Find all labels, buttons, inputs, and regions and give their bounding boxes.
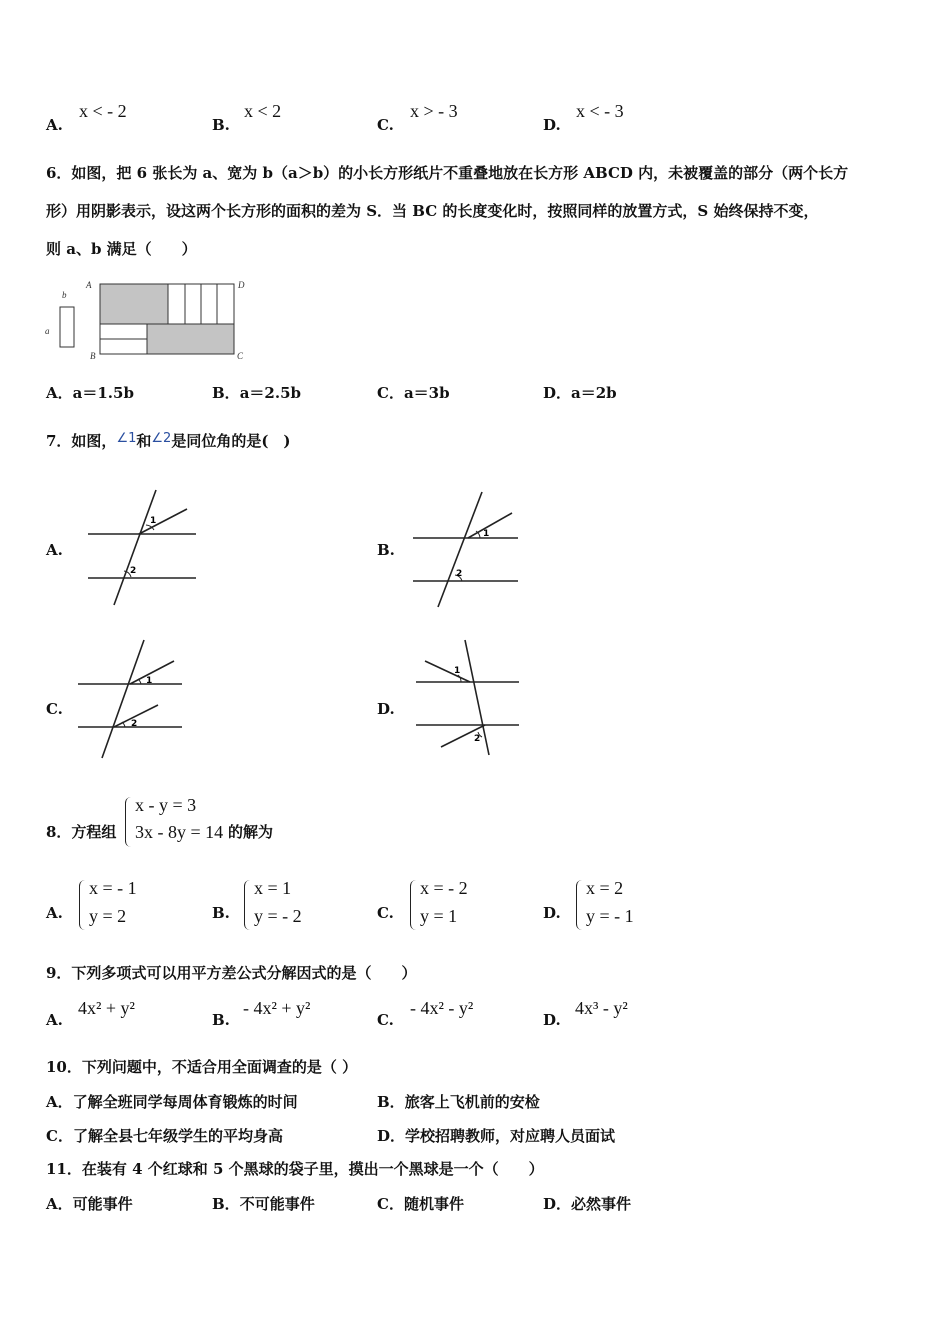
q5-option-c-expr: x > - 3 (410, 101, 458, 121)
q11-option-d: D．必然事件 (543, 1195, 632, 1213)
q7-angle1: ∠1 (116, 431, 137, 446)
q8-option-c-system: x = - 2 y = 1 (410, 878, 490, 934)
q11-option-c: C．随机事件 (377, 1195, 464, 1213)
q7-figure-c (74, 637, 194, 762)
q5-option-b-label: B. (212, 116, 230, 134)
q7-d-n2: 2 (474, 734, 481, 744)
q6-option-b: B．a＝2.5b (212, 384, 301, 402)
q11-stem: 11．在装有 4 个红球和 5 个黑球的袋子里，摸出一个黑球是一个（ ） (46, 1160, 544, 1178)
q8-option-a-label: A. (46, 904, 63, 922)
q9-stem: 9．下列多项式可以用平方差公式分解因式的是（ ） (46, 964, 417, 982)
q9-option-a-label: A. (46, 1011, 63, 1029)
q6-label-C: C (237, 351, 244, 361)
q7-stem: 7．如图，∠1和∠2是同位角的是( ) (46, 431, 291, 450)
q9-option-d-label: D. (543, 1011, 561, 1029)
q6-shaded-top-left (100, 284, 168, 324)
q9-option-b-label: B. (212, 1011, 230, 1029)
q6-rectangle-figure (40, 278, 260, 368)
q6-label-A: A (86, 280, 92, 290)
q7-d-n1: 1 (454, 666, 461, 676)
q8-option-d-system: x = 2 y = - 1 (576, 878, 656, 934)
q6-label-D: D (238, 280, 245, 290)
q7-option-c-label: C. (46, 700, 63, 718)
q10-stem: 10．下列问题中，不适合用全面调查的是（ ） (46, 1058, 358, 1076)
q8-option-d-label: D. (543, 904, 561, 922)
q5-option-a-label: A. (46, 116, 63, 134)
q9-option-d-expr: 4x³ - y² (575, 998, 628, 1018)
q7-option-b-label: B. (377, 541, 395, 559)
q7-b-n1: 1 (483, 529, 490, 539)
q7-angle2: ∠2 (151, 431, 172, 446)
q8-option-a-system: x = - 1 y = 2 (79, 878, 159, 934)
q9-option-a-expr: 4x² + y² (78, 998, 135, 1018)
q7-c-n1: 1 (146, 676, 153, 686)
q6-stem-line1: 6．如图，把 6 张长为 a、宽为 b（a＞b）的小长方形纸片不重叠地放在长方形 ABCD 内，未被覆盖的部分（两个长方 (46, 164, 849, 182)
q7-a-n1: 1 (150, 516, 157, 526)
q7-option-d-label: D. (377, 700, 395, 718)
q10-option-d: D．学校招聘教师，对应聘人员面试 (377, 1127, 616, 1145)
q6-label-a: a (45, 326, 50, 336)
q11-option-b: B．不可能事件 (212, 1195, 315, 1213)
q7-figure-a (84, 487, 204, 607)
q10-option-a: A．了解全班同学每周体育锻炼的时间 (46, 1093, 298, 1111)
q6-stem-line2: 形）用阴影表示，设这两个长方形的面积的差为 S．当 BC 的长度变化时，按照同样的放置方式，S 始终保持不变， (46, 202, 819, 220)
q9-option-c-expr: - 4x² - y² (410, 998, 474, 1018)
q5-option-c-label: C. (377, 116, 394, 134)
q8-option-c-label: C. (377, 904, 394, 922)
q7-figure-b (410, 489, 530, 609)
q8-eq2: 3x - 8y = 14 (135, 822, 224, 842)
q10-option-c: C．了解全县七年级学生的平均身高 (46, 1127, 283, 1145)
q5-option-b-expr: x < 2 (244, 101, 282, 121)
q7-b-n2: 2 (456, 569, 463, 579)
q8-suffix: 的解为 (228, 823, 274, 841)
q7-a-n2: 2 (130, 566, 137, 576)
q8-option-b-label: B. (212, 904, 230, 922)
q6-small-rectangle (60, 307, 74, 347)
q9-option-c-label: C. (377, 1011, 394, 1029)
q10-option-b: B．旅客上飞机前的安检 (377, 1093, 540, 1111)
q8-prefix: 8．方程组 (46, 823, 117, 841)
q8-option-b-system: x = 1 y = - 2 (244, 878, 324, 934)
q7-figure-d (413, 637, 533, 762)
q7-c-n2: 2 (131, 719, 138, 729)
q5-option-d-expr: x < - 3 (576, 101, 624, 121)
q6-option-d: D．a＝2b (543, 384, 617, 402)
q6-label-B: B (90, 351, 96, 361)
q6-shaded-bottom-right (147, 324, 234, 354)
q7-option-a-label: A. (46, 541, 63, 559)
q6-option-a: A．a＝1.5b (46, 384, 134, 402)
q6-label-b: b (62, 290, 67, 300)
q6-stem-line3: 则 a、b 满足（ ） (46, 240, 197, 258)
q8-equation-system (125, 795, 235, 849)
q5-option-d-label: D. (543, 116, 561, 134)
q8-eq1: x - y = 3 (135, 795, 197, 815)
q9-option-b-expr: - 4x² + y² (243, 998, 311, 1018)
q11-option-a: A．可能事件 (46, 1195, 133, 1213)
q6-option-c: C．a＝3b (377, 384, 450, 402)
q5-option-a-expr: x < - 2 (79, 101, 127, 121)
